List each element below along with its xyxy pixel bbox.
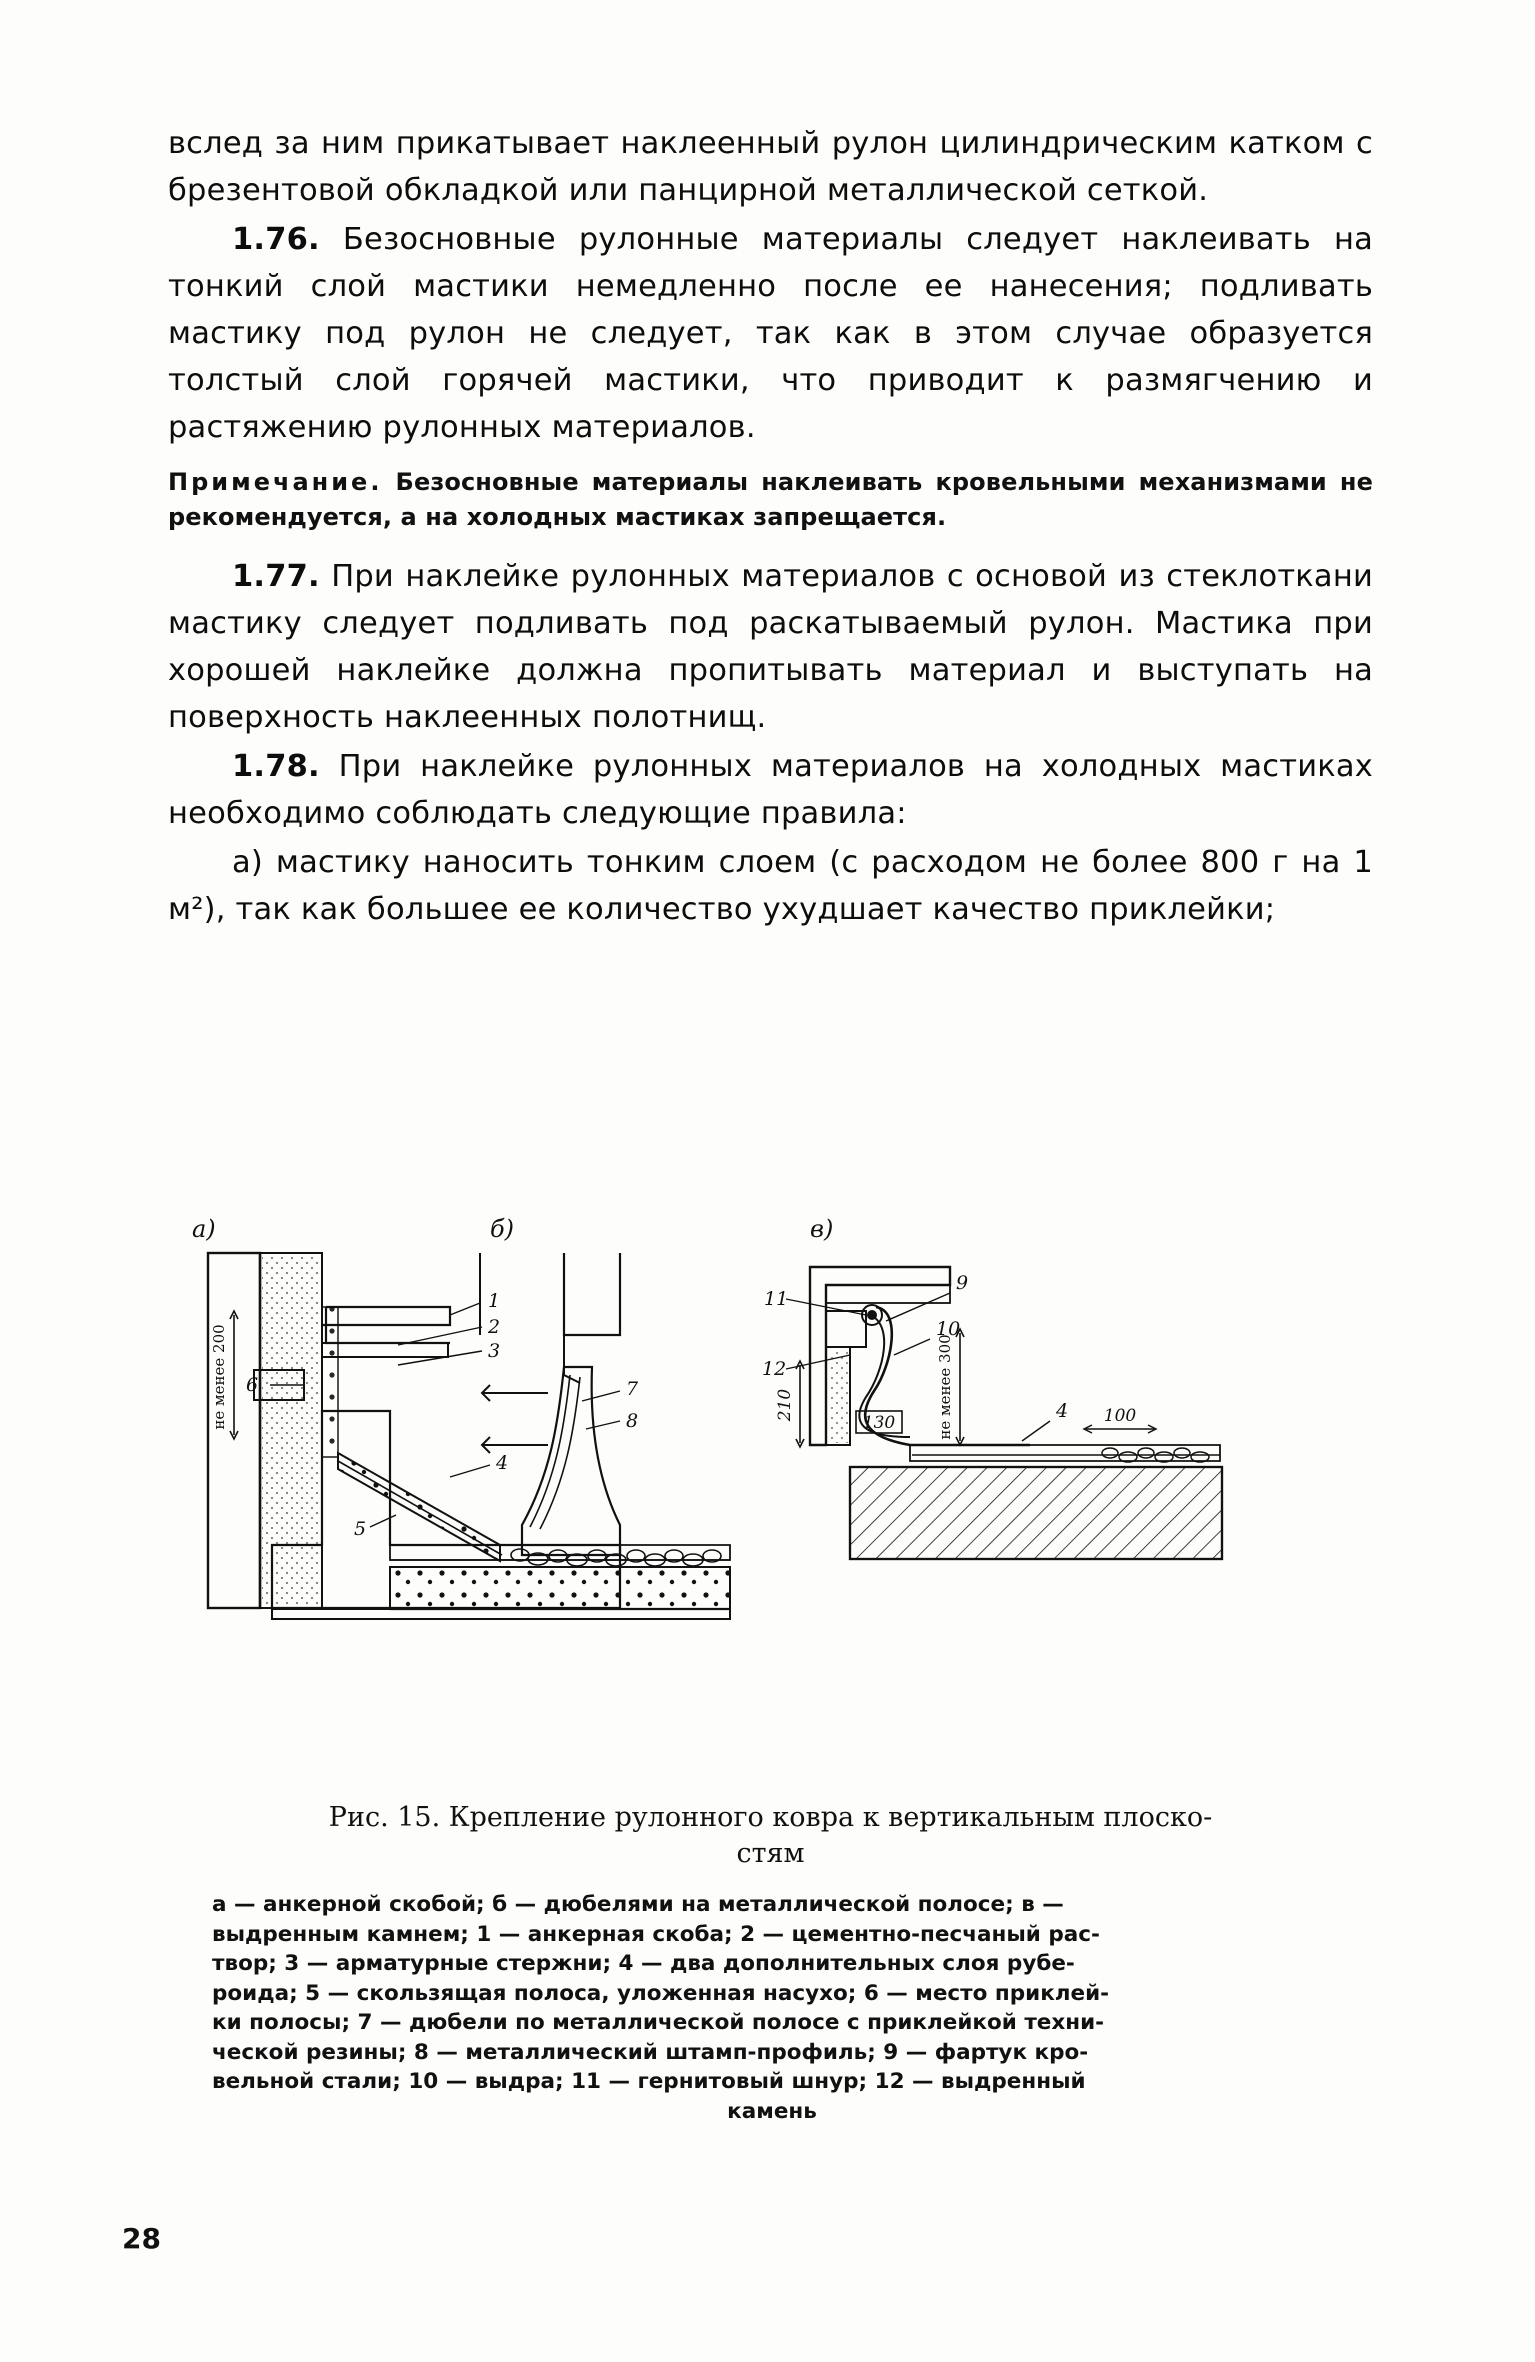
callout-3: 3 bbox=[488, 1340, 501, 1362]
dim-130: 130 bbox=[862, 1413, 896, 1433]
legend-line: выдренным камнем; 1 — анкерная скоба; 2 — цементно-песчаный рас- bbox=[212, 1921, 1100, 1947]
callout-8: 8 bbox=[626, 1410, 639, 1432]
figure-panel-b bbox=[480, 1215, 639, 1555]
note-text: Безосновные материалы наклеивать кровельными механизмами не рекомендуется, а на холодных мастиках запрещается. bbox=[168, 468, 1373, 531]
paragraph-1-76 bbox=[168, 216, 1373, 451]
note-label: Примечание. bbox=[168, 468, 383, 496]
dim-label-left: не менее 200 bbox=[210, 1324, 228, 1430]
callout-2: 2 bbox=[488, 1316, 501, 1338]
dimension-210 bbox=[796, 1361, 804, 1447]
callout-5: 5 bbox=[354, 1518, 367, 1540]
figure-legend bbox=[212, 1890, 1332, 2126]
clause-text-1-78: При наклейке рулонных материалов на холодных мастиках необходимо соблюдать следующие правила: bbox=[168, 749, 1373, 831]
dim-100: 100 bbox=[1103, 1406, 1137, 1426]
callout-11: 11 bbox=[764, 1288, 789, 1310]
note-block bbox=[168, 465, 1373, 535]
legend-line: камень bbox=[727, 2098, 817, 2124]
paragraph-1-78-a: а) мастику наносить тонким слоем (с расходом не более 800 г на 1 м²), так как большее ее количество ухудшает качество приклейки; bbox=[168, 845, 1373, 927]
callout-7: 7 bbox=[626, 1378, 639, 1400]
legend-line: роида; 5 — скользящая полоса, уложенная насухо; 6 — место приклей- bbox=[212, 1980, 1110, 2006]
dimension-left bbox=[230, 1311, 238, 1439]
paragraph-1-77 bbox=[168, 553, 1373, 741]
legend-line: вельной стали; 10 — выдра; 11 — гернитовый шнур; 12 — выдренный bbox=[212, 2069, 1086, 2094]
callout-4b: 4 bbox=[1056, 1400, 1069, 1422]
dim-label-right: не менее 300 bbox=[936, 1334, 954, 1440]
page-number: 28 bbox=[122, 2222, 161, 2255]
legend-line: ки полосы; 7 — дюбели по металлической полосе с приклейкой техни- bbox=[212, 2010, 1105, 2035]
panel-label-b: б) bbox=[490, 1215, 515, 1243]
clause-number-1-76: 1.76. bbox=[232, 222, 320, 257]
clause-number-1-78: 1.78. bbox=[232, 749, 320, 784]
figure-panel-v bbox=[762, 1215, 1222, 1559]
clause-number-1-77: 1.77. bbox=[232, 559, 320, 594]
figure-15 bbox=[150, 1215, 1390, 1775]
gravel-blob bbox=[511, 1549, 721, 1566]
legend-line: ческой резины; 8 — металлический штамп-профиль; 9 — фартук кро- bbox=[212, 2039, 1089, 2065]
panel-label-a: а) bbox=[192, 1215, 216, 1243]
callout-4: 4 bbox=[496, 1452, 509, 1474]
figure-caption-line2: стям bbox=[736, 1838, 805, 1869]
panel-label-v: в) bbox=[810, 1215, 834, 1243]
callout-1: 1 bbox=[488, 1290, 501, 1312]
clause-text-1-77: При наклейке рулонных материалов с основой из стеклоткани мастику следует подливать под раскатываемый рулон. Мастика при хорошей наклейке должна пропитывать материал и выступать на поверхность наклеенных полотнищ. bbox=[168, 559, 1373, 735]
legend-line: а — анкерной скобой; б — дюбелями на металлической полосе; в — bbox=[212, 1892, 1064, 1917]
figure-caption bbox=[168, 1800, 1373, 1872]
text-column bbox=[168, 120, 1373, 935]
callout-6: 6 bbox=[246, 1374, 259, 1396]
callout-12: 12 bbox=[762, 1358, 787, 1380]
callout-9: 9 bbox=[956, 1272, 969, 1294]
paragraph-intro: вслед за ним прикатывает наклеенный рулон цилиндрическим катком с брезентовой обкладкой или панцирной металлической сеткой. bbox=[168, 126, 1373, 208]
callout-10: 10 bbox=[936, 1318, 961, 1340]
figure-panel-a bbox=[192, 1215, 730, 1619]
clause-text-1-76: Безосновные рулонные материалы следует наклеивать на тонкий слой мастики немедленно после ее нанесения; подливать мастику под рулон не следует, так как в этом случае образуется толстый слой горячей мастики, что приводит к размягчению и растяжению рулонных материалов. bbox=[168, 222, 1373, 445]
dowel-symbols bbox=[482, 1385, 548, 1453]
paragraph-1-78 bbox=[168, 743, 1373, 837]
legend-line: твор; 3 — арматурные стержни; 4 — два дополнительных слоя рубе- bbox=[212, 1951, 1075, 1976]
figure-caption-line1: Рис. 15. Крепление рулонного ковра к вертикальным плоско- bbox=[328, 1802, 1213, 1833]
dim-210: 210 bbox=[775, 1388, 795, 1422]
